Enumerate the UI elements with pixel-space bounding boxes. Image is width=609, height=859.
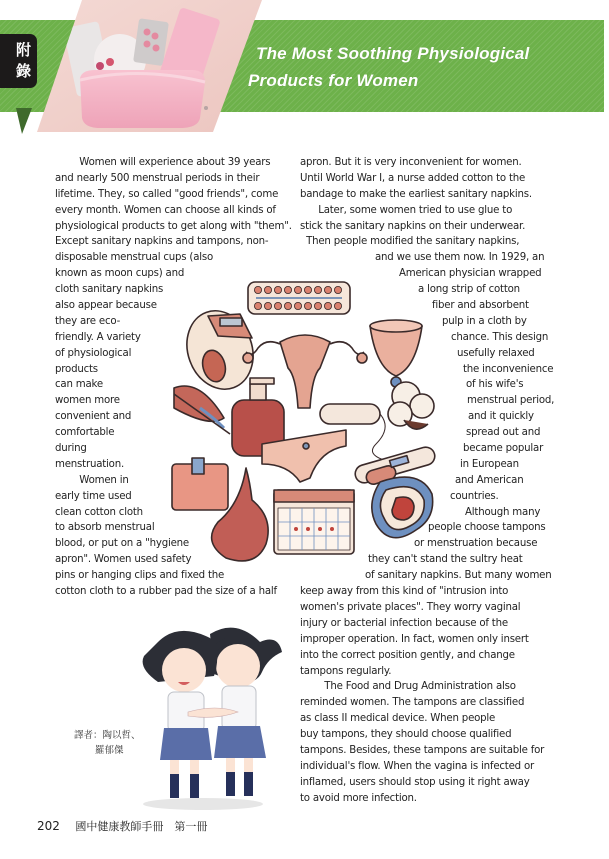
- text-line: or menstruation because: [414, 538, 538, 550]
- text-line: menstrual period,: [467, 395, 555, 407]
- text-line: became popular: [463, 443, 544, 455]
- text-line: every month. Women can choose all kinds of: [55, 204, 276, 216]
- text-line: of physiological: [55, 347, 132, 359]
- text-line: of his wife's: [466, 379, 524, 391]
- text-line: buy tampons, they should choose qualified: [300, 729, 512, 741]
- text-line: disposable menstrual cups (also: [55, 252, 214, 264]
- text-line: Although many: [465, 506, 541, 518]
- pill-icon: [254, 286, 261, 293]
- text-line: fiber and absorbent: [432, 300, 529, 312]
- feather-icon: [174, 386, 230, 434]
- text-line: convenient and: [55, 411, 132, 423]
- sanitary-pad-icon: [372, 477, 433, 538]
- translator-credit-line-2: 羅郁傑: [95, 745, 124, 756]
- pill-icon: [294, 286, 301, 293]
- text-line: they are eco-: [55, 315, 121, 327]
- text-line: to absorb menstrual: [55, 522, 155, 534]
- translator-credit-line-1: 譯者：陶以哲、: [74, 730, 141, 741]
- text-line: women more: [55, 395, 120, 407]
- pill-icon: [284, 302, 291, 309]
- text-line: of sanitary napkins. But many women: [365, 570, 552, 582]
- text-line: improper operation. In fact, women only insert: [300, 633, 529, 645]
- pill-icon: [324, 302, 331, 309]
- text-line: menstruation.: [55, 458, 124, 470]
- text-line: during: [55, 443, 87, 455]
- text-line: stick the sanitary napkins on their underwear.: [300, 220, 526, 232]
- pill-icon: [294, 302, 301, 309]
- pill-blister-icon: [248, 282, 350, 314]
- text-line: The Food and Drug Administration also: [300, 681, 516, 693]
- text-line: tampons regularly.: [300, 665, 392, 677]
- text-line: spread out and: [466, 427, 541, 439]
- page-title: [248, 40, 598, 94]
- book-title: 國中健康教師手冊 第一冊: [75, 820, 208, 833]
- text-line: they can't stand the sultry heat: [368, 554, 523, 566]
- text-line: lifetime. They, so called "good friends", come: [55, 188, 279, 200]
- text-line: countries.: [450, 490, 499, 502]
- pill-icon: [274, 286, 281, 293]
- text-line: Except sanitary napkins and tampons, non-: [55, 236, 269, 248]
- text-line: pulp in a cloth by: [442, 315, 527, 327]
- page-title-line-2: Products for Women: [248, 71, 419, 90]
- text-line: chance. This design: [451, 331, 549, 343]
- pill-icon: [314, 302, 321, 309]
- text-line: bandage to make the earliest sanitary napkins.: [300, 188, 532, 200]
- pill-icon: [284, 286, 291, 293]
- tab-char-1: 附: [15, 41, 31, 59]
- text-line: Later, some women tried to use glue to: [300, 204, 513, 216]
- hugging-girls-illustration: [118, 612, 288, 812]
- appendix-tab: [0, 34, 37, 88]
- text-line: individual's flow. When the vagina is infected or: [300, 760, 534, 772]
- cloth-pad-icon: [172, 458, 228, 510]
- text-line: usefully relaxed: [457, 347, 535, 359]
- page-number: 202: [37, 819, 60, 833]
- text-line: injury or bacterial infection because of the: [300, 617, 508, 629]
- pill-icon: [334, 302, 341, 309]
- text-line: as class II medical device. When people: [300, 713, 496, 725]
- pill-icon: [264, 286, 271, 293]
- text-line: known as moon cups) and: [55, 268, 185, 280]
- text-line: comfortable: [55, 427, 115, 439]
- text-line: apron". Women used safety: [55, 554, 192, 566]
- pill-icon: [304, 286, 311, 293]
- text-line: and it quickly: [468, 411, 534, 423]
- text-line: people choose tampons: [428, 522, 546, 534]
- pill-icon: [324, 286, 331, 293]
- text-line: and nearly 500 menstrual periods in their: [55, 172, 260, 184]
- page-footer: [37, 818, 207, 834]
- text-line: into the correct position gently, and change: [300, 649, 515, 661]
- feminine-products-illustration: [170, 268, 440, 578]
- pill-pack-icon: [133, 18, 169, 66]
- text-line: women's private places". They worry vaginal: [300, 601, 521, 613]
- calendar-icon: [274, 490, 354, 554]
- text-line: a long strip of cotton: [418, 284, 520, 296]
- pill-icon: [304, 302, 311, 309]
- text-line: apron. But it is very inconvenient for women.: [300, 157, 522, 168]
- pill-icon: [274, 302, 281, 309]
- pill-icon: [314, 286, 321, 293]
- text-line: pins or hanging clips and fixed the: [55, 570, 225, 582]
- cotton-boll-icon: [388, 382, 434, 429]
- text-line: keep away from this kind of "intrusion into: [300, 586, 509, 598]
- text-line: clean cotton cloth: [55, 506, 143, 518]
- text-line: and we use them now. In 1929, an: [375, 252, 545, 264]
- text-line: reminded women. The tampons are classified: [300, 697, 525, 709]
- text-line: in European: [460, 458, 519, 470]
- tab-char-2: 錄: [15, 62, 31, 80]
- text-line: Then people modified the sanitary napkins,: [300, 236, 520, 248]
- text-line: friendly. A variety: [55, 331, 141, 343]
- text-line: to avoid more infection.: [300, 792, 417, 804]
- text-line: Until World War I, a nurse added cotton to the: [300, 172, 526, 184]
- pill-icon: [254, 302, 261, 309]
- menstrual-cup-icon: [370, 320, 422, 387]
- text-line: tampons. Besides, these tampons are suitable for: [300, 744, 545, 756]
- pill-icon: [334, 286, 341, 293]
- text-line: Women will experience about 39 years: [55, 157, 271, 168]
- text-line: cotton cloth to a rubber pad the size of a half: [55, 586, 277, 598]
- text-line: physiological products to get along with "them".: [55, 220, 292, 232]
- text-line: American physician wrapped: [399, 268, 542, 280]
- text-line: products: [55, 363, 98, 375]
- text-line: inflamed, users should stop using it right away: [300, 776, 530, 788]
- text-line: early time used: [55, 490, 132, 502]
- text-line: also appear because: [55, 300, 157, 312]
- translator-credit: [74, 728, 141, 758]
- page-title-line-1: The Most Soothing Physiological: [256, 44, 530, 63]
- text-line: blood, or put on a "hygiene: [55, 538, 189, 550]
- text-line: can make: [55, 379, 103, 391]
- text-line: Women in: [55, 474, 129, 486]
- text-line: and American: [455, 474, 524, 486]
- pill-icon: [264, 302, 271, 309]
- text-line: the inconvenience: [463, 363, 554, 375]
- text-line: cloth sanitary napkins: [55, 284, 164, 296]
